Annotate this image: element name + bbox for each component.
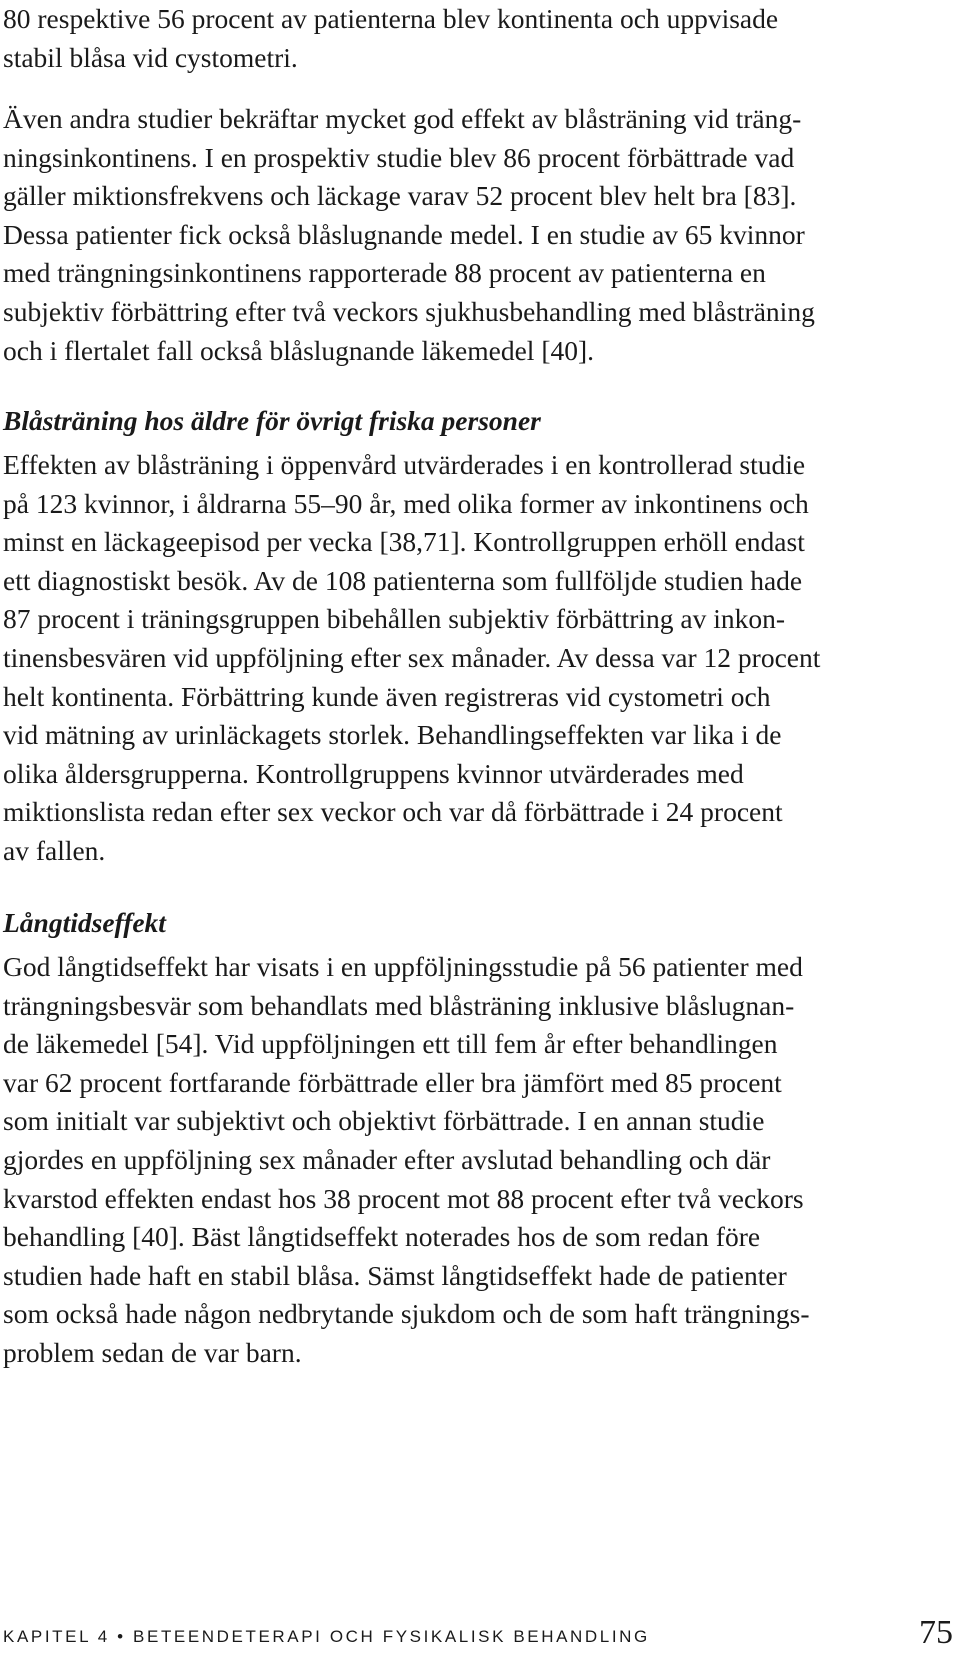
text-line: behandling [40]. Bäst långtidseffekt noterades hos de som redan före — [3, 1221, 761, 1253]
text-line: Även andra studier bekräftar mycket god effekt av blåsträning vid träng- — [3, 103, 802, 134]
text-line: de läkemedel [54]. Vid uppföljningen ett till fem år efter behandlingen — [3, 1028, 778, 1060]
text-line: ningsinkontinens. I en prospektiv studie blev 86 procent förbättrade vad — [3, 141, 795, 173]
text-line: Effekten av blåsträning i öppenvård utvärderades i en kontrollerad studie — [3, 449, 806, 480]
paragraph-blastraning-effect — [3, 100, 815, 370]
text-line: 80 respektive 56 procent av patienterna blev kontinenta och uppvisade — [3, 3, 779, 34]
text-line: olika åldersgrupperna. Kontrollgruppens kvinnor utvärderades med — [3, 757, 744, 789]
text-line: miktionslista redan efter sex veckor och var då förbättrade i 24 procent — [3, 796, 783, 828]
text-line: på 123 kvinnor, i åldrarna 55–90 år, med olika former av inkontinens och — [3, 487, 809, 519]
text-line: God långtidseffekt har visats i en uppföljningsstudie på 56 patienter med — [3, 951, 803, 982]
text-line: var 62 procent fortfarande förbättrade eller bra jämfört med 85 procent — [3, 1066, 782, 1098]
page-number: 75 — [919, 1614, 953, 1651]
text-line: av fallen. — [3, 834, 106, 866]
text-line: stabil blåsa vid cystometri. — [3, 41, 298, 73]
text-line: subjektiv förbättring efter två veckors sjukhusbehandling med blåsträning — [3, 295, 815, 327]
paragraph-long-term-effect — [3, 948, 809, 1373]
text-line: problem sedan de var barn. — [3, 1336, 302, 1368]
section-heading-long-term: Långtidseffekt — [3, 907, 166, 938]
text-line: som initialt var subjektivt och objektivt förbättrade. I en annan studie — [3, 1105, 765, 1137]
text-line: minst en läckageepisod per vecka [38,71]. Kontrollgruppen erhöll endast — [3, 526, 805, 558]
text-line: studien hade haft en stabil blåsa. Sämst långtidseffekt hade de patienter — [3, 1259, 787, 1291]
page-footer — [3, 1611, 953, 1651]
text-line: kvarstod effekten endast hos 38 procent mot 88 procent efter två veckors — [3, 1182, 804, 1214]
text-line: 87 procent i träningsgruppen bibehållen subjektiv förbättring av inkon- — [3, 603, 786, 635]
text-line: vid mätning av urinläckagets storlek. Behandlingseffekten var lika i de — [3, 719, 782, 751]
text-line: som också hade någon nedbrytande sjukdom och de som haft trängnings- — [3, 1298, 810, 1330]
text-line: och i flertalet fall också blåslugnande läkemedel [40]. — [3, 334, 595, 366]
section-heading-elderly: Blåsträning hos äldre för övrigt friska personer — [3, 405, 541, 436]
text-line: tinensbesvären vid uppföljning efter sex månader. Av dessa var 12 procent — [3, 641, 821, 673]
running-head: KAPITEL 4 • BETEENDETERAPI OCH FYSIKALISK BEHANDLING — [3, 1627, 650, 1646]
text-line: gjordes en uppföljning sex månader efter avslutad behandling och där — [3, 1143, 771, 1175]
paragraph-continuation — [3, 0, 778, 77]
text-line: helt kontinenta. Förbättring kunde även registreras vid cystometri och — [3, 680, 771, 712]
text-line: ett diagnostiskt besök. Av de 108 patienterna som fullföljde studien hade — [3, 564, 803, 596]
paragraph-outpatient-study — [3, 446, 820, 871]
text-line: trängningsbesvär som behandlats med blåsträning inklusive blåslugnan- — [3, 989, 795, 1021]
text-line: med trängningsinkontinens rapporterade 88 procent av patienterna en — [3, 257, 766, 289]
text-line: gäller miktionsfrekvens och läckage varav 52 procent blev helt bra [83]. — [3, 180, 797, 212]
text-line: Dessa patienter fick också blåslugnande medel. I en studie av 65 kvinnor — [3, 218, 805, 250]
